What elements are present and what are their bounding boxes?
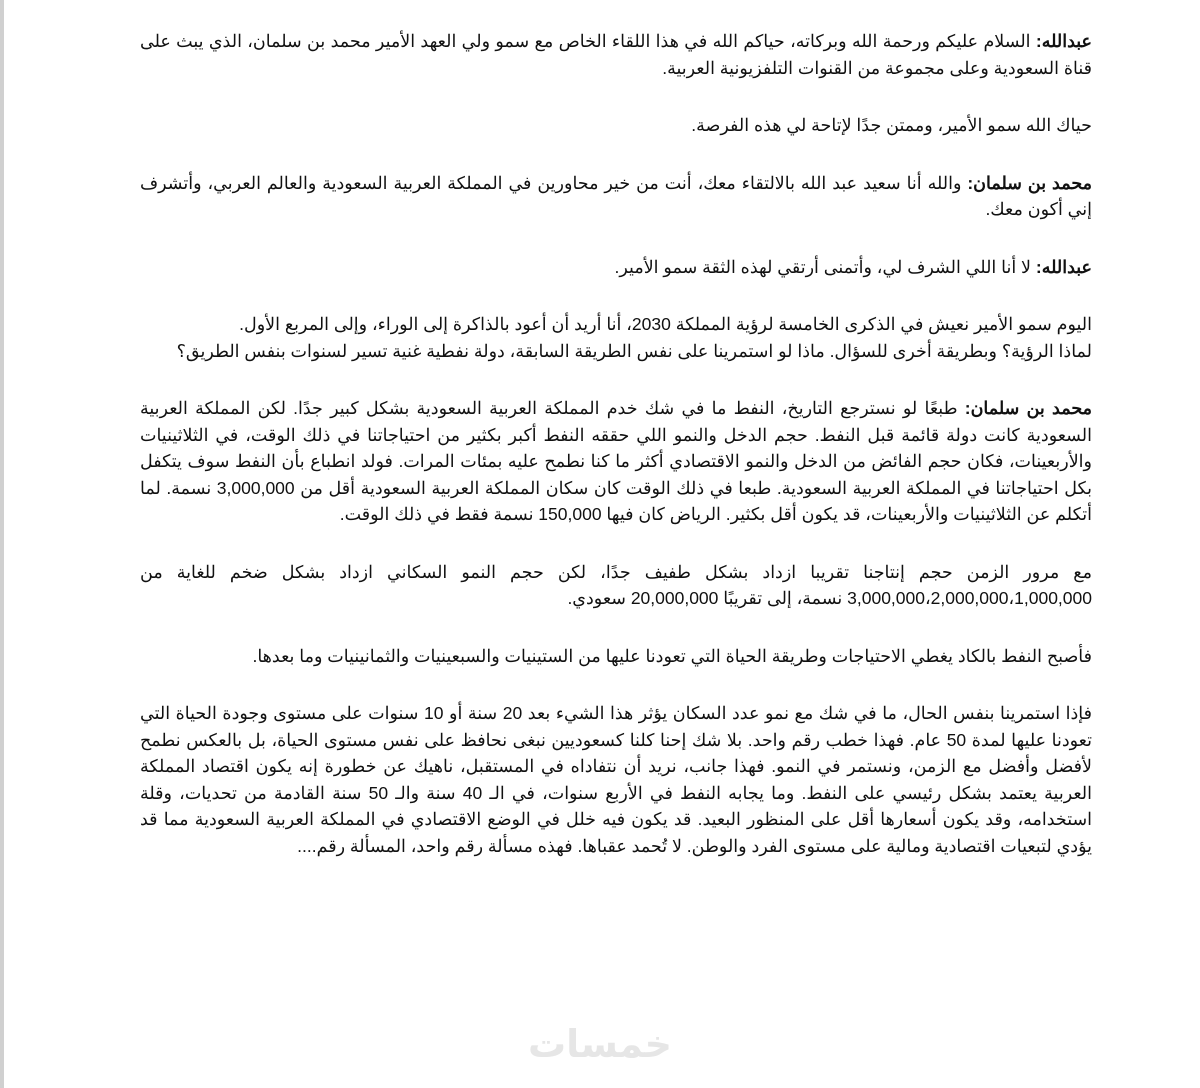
speaker-label: محمد بن سلمان: (964, 398, 1092, 418)
paragraph-8 (140, 643, 1092, 670)
paragraph-9 (140, 700, 1092, 859)
paragraph-5 (140, 311, 1092, 364)
paragraph-text: السلام عليكم ورحمة الله وبركاته، حياكم الله في هذا اللقاء الخاص مع سمو ولي العهد الأمير محمد بن سلمان، الذي يبث على قناة السعودية وعلى مجموعة من القنوات التلفزيونية العربية. (140, 31, 1092, 78)
paragraph-line: لماذا الرؤية؟ وبطريقة أخرى للسؤال. ماذا لو استمرينا على نفس الطريقة السابقة، دولة نفطية غنية تسير لسنوات بنفس الطريق؟ (176, 340, 1092, 361)
paragraph-text: لا أنا اللي الشرف لي، وأتمنى أرتقي لهذه الثقة سمو الأمير. (614, 256, 1036, 277)
speaker-label: عبدالله: (1035, 256, 1092, 277)
page-edge (0, 0, 4, 1088)
paragraph-7 (140, 559, 1092, 612)
paragraph-text: فإذا استمرينا بنفس الحال، ما في شك مع نمو عدد السكان يؤثر هذا الشيء بعد 20 سنة أو 10 سنوات على مستوى وجودة الحياة التي تعودنا عليها لمدة 50 عام. فهذا خطب رقم واحد. بلا شك إحنا كلنا كسعوديين نبغى نحافظ على نفس مستوى الحياة، بل بالعكس نطمح لأفضل وأفضل مع الزمن، ونستمر في النمو. فهذا جانب، نريد أن نتفاداه في المستقبل، ناهيك عن خطورة إنه يكون اقتصاد المملكة العربية يعتمد بشكل رئيسي على النفط. وما يجابه النفط في الأربع سنوات، في الـ 40 سنة والـ 50 سنة القادمة من تحديات، وقلة استخدامه، وقد يكون أسعارها أقل على المنظور البعيد. قد يكون فيه خلل في الوضع الاقتصادي في المملكة العربية السعودية مما قد يؤدي لتبعيات اقتصادية ومالية على مستوى الفرد والوطن. لا تُحمد عقباها. فهذه مسألة رقم واحد، المسألة رقم.... (140, 703, 1092, 856)
paragraph-2 (140, 112, 1092, 139)
transcript-document (140, 28, 1092, 890)
speaker-label: محمد بن سلمان: (967, 172, 1092, 193)
speaker-label: عبدالله: (1035, 31, 1092, 51)
paragraph-6 (140, 395, 1092, 528)
paragraph-3 (140, 170, 1092, 223)
paragraph-text: طبعًا لو نسترجع التاريخ، النفط ما في شك خدم المملكة العربية السعودية بشكل كبير جدًا. لكن المملكة العربية السعودية كانت دولة قائمة قبل النفط. حجم الدخل والنمو اللي حققه النفط أكبر بكثير من احتياجاتنا في ذلك الوقت، في الثلاثينيات والأربعينات، فكان حجم الفائض من الدخل والنمو الاقتصادي أكثر ما كنا نطمح عليه بمئات المرات. فولد انطباع بأن النفط سوف يتكفل بكل احتياجاتنا في المملكة العربية السعودية. طبعا في ذلك الوقت كان سكان المملكة العربية السعودية أقل من 3,000,000 نسمة. لما أتكلم عن الثلاثينيات والأربعينات، قد يكون أقل بكثير. الرياض كان فيها 150,000 نسمة فقط في ذلك الوقت. (140, 398, 1092, 524)
paragraph-line: اليوم سمو الأمير نعيش في الذكرى الخامسة لرؤية المملكة 2030، أنا أريد أن أعود بالذاكرة إلى الوراء، وإلى المربع الأول. (239, 314, 1092, 334)
paragraph-text: فأصبح النفط بالكاد يغطي الاحتياجات وطريقة الحياة التي تعودنا عليها من الستينيات والسبعينيات والثمانينيات وما بعدها. (252, 645, 1092, 666)
paragraph-text: والله أنا سعيد عبد الله بالالتقاء معك، أنت من خير محاورين في المملكة العربية السعودية والعالم العربي، وأتشرف إني أكون معك. (140, 172, 1092, 219)
paragraph-text: حياك الله سمو الأمير، وممتن جدًا لإتاحة لي هذه الفرصة. (691, 115, 1092, 135)
watermark-logo: خمسات (528, 1022, 672, 1066)
paragraph-4 (140, 254, 1092, 281)
paragraph-1 (140, 28, 1092, 81)
paragraph-text: مع مرور الزمن حجم إنتاجنا تقريبا ازداد بشكل طفيف جدًا، لكن حجم النمو السكاني ازداد بشكل ضخم للغاية من 3,000,000،2,000,000،1,000,000 نسمة، إلى تقريبًا 20,000,000 سعودي. (140, 561, 1092, 608)
